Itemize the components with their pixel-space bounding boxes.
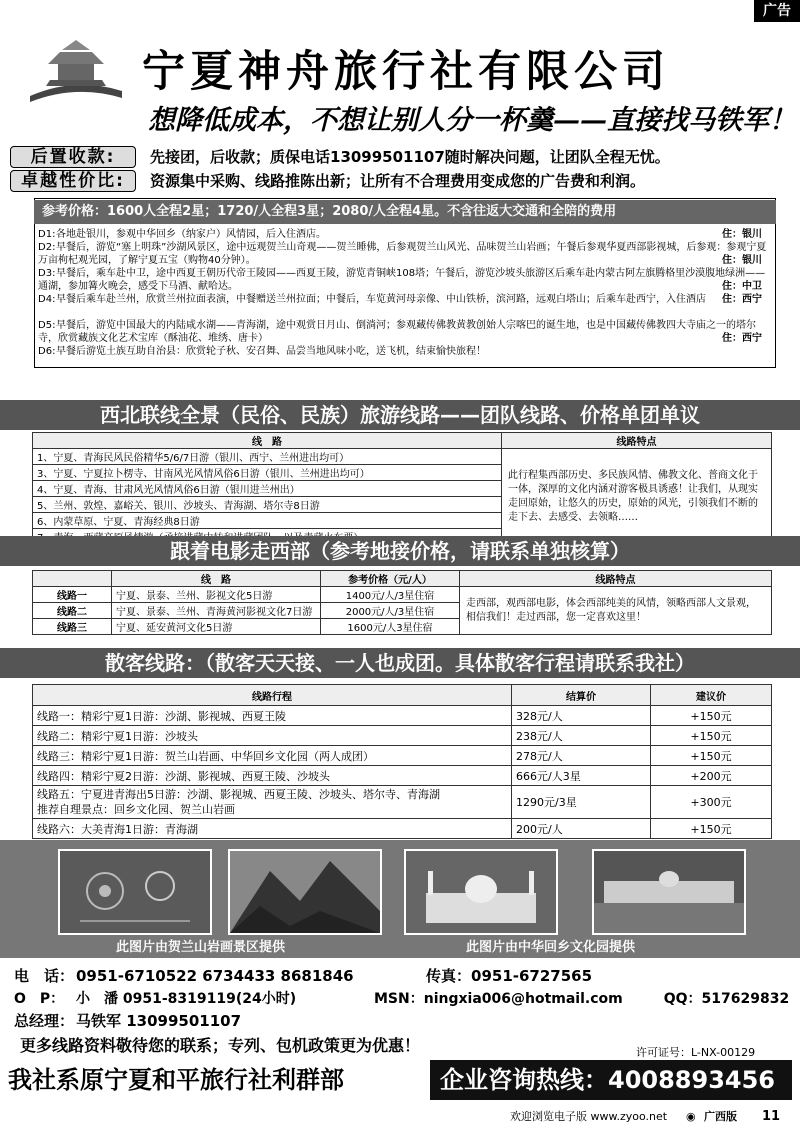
contact-line: 电 话： 0951-6710522 6734433 8681846 传真：0951-6727565: [14, 967, 593, 985]
former-agency: 我社系原宁夏和平旅行社利群部: [0, 1060, 430, 1100]
col-settle: 结算价: [512, 685, 651, 706]
contact-line: O P： 小 潘 0951-8319119(24小时) MSN：ningxia006@hotmail.com QQ：517629832: [14, 988, 789, 1008]
table-row: 线路三：精彩宁夏1日游：贺兰山岩画、中华回乡文化园（两人成团） 278元/人 +150元: [33, 746, 772, 766]
more-info: 更多线路资料敬待您的联系；专列、包机政策更为优惠！: [20, 1036, 421, 1055]
itinerary-day: D6:早餐后游览土族互助自治县：欣赏轮子秋、安召舞、品尝当地风味小吃，送飞机，结束愉快旅程！: [38, 346, 486, 357]
slogan: 想降低成本，不想让别人分一杯羹——直接找马铁军！: [148, 105, 796, 136]
itinerary-day: D1:各地赴银川，参观中华回乡（纳家户）风情园，后入住酒店。 住：银川: [38, 229, 762, 240]
movie-table: [32, 570, 772, 635]
northwest-title: 西北联线全景（民俗、民族）旅游线路——团队线路、价格单团单议: [100, 403, 700, 427]
itinerary-day: D4:早餐后乘车赴兰州，欣赏兰州拉面表演，中餐赠送兰州拉面；中餐后，车览黄河母亲像、中山铁桥，滨河路，远观白塔山；后乘车赴西宁，入住酒店 住：西宁: [38, 294, 762, 305]
promo-text: 先接团，后收款；质保电话13099501107随时解决问题，让团队全程无忧。: [150, 148, 670, 166]
fax-number: 0951-6727565: [471, 967, 593, 985]
op-phone: 小 潘 0951-8319119(24小时): [76, 991, 297, 1007]
footer-site: 欢迎浏览电子版 www.zyoo.net: [510, 1110, 668, 1123]
manager-phone: 马铁军 13099501107: [76, 1012, 242, 1030]
phone-numbers: 0951-6710522 6734433 8681846: [76, 967, 354, 985]
qq-number: 517629832: [701, 991, 790, 1007]
promo-row: [4, 146, 796, 168]
mosque-photo: [404, 849, 558, 935]
page-number: 11: [762, 1109, 781, 1124]
route-feature: 此行程集西部历史、多民族风情、佛教文化、普商文化于一体，深厚的文化内涵对游客极具诱惑！让我们，从现实走回原始，让悠久的历史，原始的风光，引领我们不断的走下去、去感受、去领略……: [502, 449, 772, 545]
itinerary-day: D3:早餐后，乘车赴中卫，途中西夏王朝历代帝王陵园——西夏王陵，游览青铜峡108塔；午餐后，游览沙坡头旅游区后乘车赴内蒙古阿左旗腾格里沙漠腹地绿洲——通湖，参加篝火晚会，感受下马酒、献哈达。 住：中卫: [38, 268, 766, 292]
promo-label: 卓越性价比:: [10, 170, 136, 192]
photo-caption: 此图片由中华回乡文化园提供: [466, 940, 636, 955]
mountain-photo: [228, 849, 382, 935]
price-bar: 参考价格：1600人全程2星；1720/人全程3星；2080/人全程4星。不含往返大交通和全陪的费用: [34, 200, 776, 224]
hotline: 企业咨询热线：4008893456: [430, 1060, 792, 1100]
company-logo: [22, 36, 130, 106]
company-name: 宁夏神舟旅行社有限公司: [142, 47, 670, 97]
rock-art-photo: [58, 849, 212, 935]
scatter-band: [0, 648, 800, 678]
cultural-park-photo: [592, 849, 746, 935]
footer: [0, 1104, 800, 1129]
table-row: 5、兰州、敦煌、嘉峪关、银川、沙坡头、青海湖、塔尔寺8日游: [33, 497, 772, 513]
scatter-table: [32, 684, 772, 839]
table-row: 6、内蒙草原、宁夏、青海经典8日游: [33, 513, 772, 529]
table-row: 1、宁夏、青海民风民俗精华5/6/7日游（银川、西宁、兰州进出均可） 此行程集西部历史、多民族风情、佛教文化、普商文化于一体，深厚的文化内涵对游客极具诱惑！让我们，从现实走回原始，让悠久的历史，原始的风光，引领我们不断的走下去、去感受、去领略……: [33, 449, 772, 465]
movie-band: [0, 536, 800, 566]
footer-edition: 广西版: [704, 1110, 737, 1123]
col-price: 参考价格（元/人）: [321, 571, 460, 587]
col-feature: 线路特点: [460, 571, 772, 587]
col-route: 线 路: [33, 433, 502, 449]
table-row: 3、宁夏、宁夏拉卜楞寺、甘南风光风情风俗6日游（银川、兰州进出均可）: [33, 465, 772, 481]
table-row: 线路二：精彩宁夏1日游：沙坡头 238元/人 +150元: [33, 726, 772, 746]
route-feature: 走西部，观西部电影，体会西部纯美的风情，领略西部人文景观，相信我们！走过西部，您一定喜欢这里！: [460, 587, 772, 635]
promo-text: 资源集中采购、线路推陈出新；让所有不合理费用变成您的广告费和利润。: [150, 172, 646, 190]
msn-address: ningxia006@hotmail.com: [423, 991, 623, 1007]
col-feature: 线路特点: [502, 433, 772, 449]
itinerary-day: D5:早餐后，游览中国最大的内陆咸水湖——青海湖，途中观赏日月山、倒淌河；参观藏传佛教黄教创始人宗喀巴的诞生地，也是中国藏传佛教四大寺庙之一的塔尔寺，欣赏藏族文化艺术宝库（酥油花、堆绣、唐卡） 住：西宁: [38, 320, 762, 344]
table-row: 线路五：宁夏进青海出5日游：沙湖、影视城、西夏王陵、沙坡头、塔尔寺、青海湖 推荐自理景点：回乡文化园、贺兰山岩画 1290元/3星 +300元: [33, 786, 772, 819]
col-route: 线 路: [112, 571, 321, 587]
col-suggest: 建议价: [651, 685, 772, 706]
northwest-band: [0, 400, 800, 430]
promo-row: [4, 170, 796, 192]
table-row: 线路一 宁夏、景泰、兰州、影视文化5日游 1400元/人/3星住宿 走西部，观西部电影，体会西部纯美的风情，领略西部人文景观，相信我们！走过西部，您一定喜欢这里！: [33, 587, 772, 603]
movie-title: 跟着电影走西部（参考地接价格，请联系单独核算）: [170, 539, 630, 563]
table-row: 线路四：精彩宁夏2日游：沙湖、影视城、西夏王陵、沙坡头 666元/人3星 +200元: [33, 766, 772, 786]
itinerary-day: D2:早餐后，游览“塞上明珠”沙湖风景区，途中远观贺兰山奇观——贺兰睡佛，后参观贺兰山风光、品味贺兰山岩画；午餐后参观华夏西部影视城，后参观：参观宁夏万亩枸杞观光园，了解宁夏五宝（购物40分钟）。 住：银川: [38, 242, 767, 266]
footer-logo-icon: ◉: [686, 1110, 696, 1123]
northwest-table: [32, 432, 772, 545]
scatter-title: 散客线路：（散客天天接、一人也成团。具体散客行程请联系我社）: [105, 651, 695, 675]
ad-tag: 广告: [754, 0, 800, 22]
table-row: 线路三 宁夏、延安黄河文化5日游 1600元/人3星住宿: [33, 619, 772, 635]
license-number: 许可证号：L-NX-00129: [636, 1046, 756, 1059]
col-route: 线路行程: [33, 685, 512, 706]
contact-line: 总经理： 马铁军 13099501107: [14, 1012, 242, 1030]
table-row: 线路二 宁夏、景泰、兰州、青海黄河影视文化7日游 2000元/人/3星住宿: [33, 603, 772, 619]
logo-text: NTG: [62, 95, 84, 105]
table-row: 线路六：大美青海1日游：青海湖 200元/人 +150元: [33, 819, 772, 839]
promo-label: 后置收款:: [10, 146, 136, 168]
photo-caption: 此图片由贺兰山岩画景区提供: [116, 940, 286, 955]
table-row: 线路一：精彩宁夏1日游：沙湖、影视城、西夏王陵 328元/人 +150元: [33, 706, 772, 726]
table-row: 4、宁夏、青海、甘肃风光风情风俗6日游（银川进兰州出）: [33, 481, 772, 497]
